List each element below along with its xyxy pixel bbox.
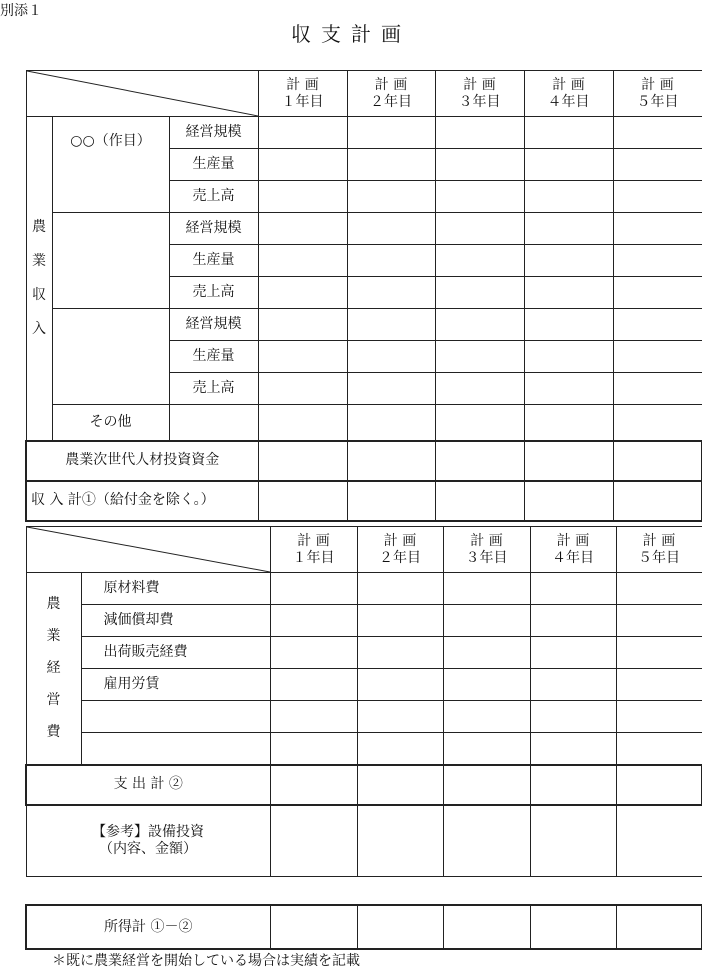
expense-table [25, 526, 702, 877]
col-header-year5: 計 画 ５年目 [616, 527, 702, 573]
expense-total-label: 支 出 計 ② [26, 765, 270, 805]
input-cell[interactable] [357, 605, 443, 637]
input-cell[interactable] [357, 733, 443, 765]
input-cell[interactable] [616, 669, 702, 701]
input-cell[interactable] [616, 637, 702, 669]
input-cell[interactable] [613, 213, 702, 245]
col-header-year5: 計 画 ５年目 [613, 71, 702, 117]
diagonal-header-cell [26, 71, 258, 117]
input-cell[interactable] [270, 765, 357, 805]
col-header-year2: 計 画 ２年目 [347, 71, 435, 117]
input-cell[interactable] [616, 805, 702, 877]
metric-production: 生産量 [169, 341, 258, 373]
metric-sales: 売上高 [169, 277, 258, 309]
input-cell[interactable] [443, 765, 530, 805]
input-cell[interactable] [270, 669, 357, 701]
input-cell[interactable] [258, 245, 347, 277]
input-cell[interactable] [443, 637, 530, 669]
col-header-year3: 計 画 ３年目 [443, 527, 530, 573]
input-cell[interactable] [270, 573, 357, 605]
crop-label: ○○（作目） [52, 117, 169, 213]
income-summary-table [25, 904, 702, 950]
input-cell[interactable] [530, 669, 616, 701]
input-cell[interactable] [270, 905, 357, 949]
input-cell[interactable] [258, 441, 347, 481]
input-cell[interactable] [347, 373, 435, 405]
income-total-label: 収 入 計①（給付金を除く。） [26, 481, 258, 521]
expense-item-materials: 原材料費 [81, 573, 270, 605]
input-cell[interactable] [258, 277, 347, 309]
input-cell[interactable] [443, 733, 530, 765]
input-cell[interactable] [524, 245, 613, 277]
input-cell[interactable] [524, 181, 613, 213]
expense-item-blank[interactable] [81, 701, 270, 733]
diagonal-header-cell [26, 527, 270, 573]
input-cell[interactable] [435, 149, 524, 181]
input-cell[interactable] [435, 277, 524, 309]
reference-capex-label: 【参考】設備投資 （内容、金額） [26, 805, 270, 877]
other-label: その他 [52, 405, 169, 441]
input-cell[interactable] [347, 149, 435, 181]
input-cell[interactable] [270, 605, 357, 637]
input-cell[interactable] [524, 213, 613, 245]
agri-income-group-label: 農 業 収 入 [26, 117, 52, 441]
input-cell[interactable] [258, 481, 347, 521]
input-cell[interactable] [530, 805, 616, 877]
input-cell[interactable] [524, 277, 613, 309]
input-cell[interactable] [258, 149, 347, 181]
attachment-label: 別添１ [0, 3, 42, 19]
input-cell[interactable] [357, 805, 443, 877]
metric-scale: 経営規模 [169, 117, 258, 149]
subsidy-label: 農業次世代人材投資資金 [26, 441, 258, 481]
input-cell[interactable] [258, 405, 347, 441]
input-cell[interactable] [613, 373, 702, 405]
input-cell[interactable] [616, 733, 702, 765]
input-cell[interactable] [347, 341, 435, 373]
input-cell[interactable] [443, 605, 530, 637]
input-cell[interactable] [524, 405, 613, 441]
input-cell[interactable] [524, 309, 613, 341]
input-cell[interactable] [613, 441, 702, 481]
input-cell[interactable] [357, 701, 443, 733]
input-cell[interactable] [357, 637, 443, 669]
input-cell[interactable] [524, 373, 613, 405]
input-cell[interactable] [443, 701, 530, 733]
input-cell[interactable] [443, 573, 530, 605]
input-cell[interactable] [613, 277, 702, 309]
input-cell[interactable] [435, 117, 524, 149]
input-cell[interactable] [357, 765, 443, 805]
metric-scale: 経営規模 [169, 213, 258, 245]
expense-item-blank[interactable] [81, 733, 270, 765]
metric-production: 生産量 [169, 149, 258, 181]
input-cell[interactable] [613, 481, 702, 521]
input-cell[interactable] [524, 441, 613, 481]
agri-expense-group-label: 農 業 経 営 費 [26, 573, 81, 765]
input-cell[interactable] [270, 733, 357, 765]
input-cell[interactable] [357, 905, 443, 949]
input-cell[interactable] [524, 149, 613, 181]
metric-sales: 売上高 [169, 373, 258, 405]
input-cell[interactable] [435, 341, 524, 373]
input-cell[interactable] [530, 765, 616, 805]
income-table [25, 70, 702, 522]
metric-production: 生産量 [169, 245, 258, 277]
input-cell[interactable] [616, 905, 702, 949]
col-header-year1: 計 画 １年目 [270, 527, 357, 573]
input-cell[interactable] [443, 669, 530, 701]
input-cell[interactable] [443, 805, 530, 877]
col-header-year4: 計 画 ４年目 [530, 527, 616, 573]
page-title: 収支計画 [291, 22, 411, 46]
input-cell[interactable] [347, 277, 435, 309]
input-cell[interactable] [524, 481, 613, 521]
input-cell[interactable] [530, 573, 616, 605]
crop-input-cell[interactable] [52, 213, 169, 309]
col-header-year4: 計 画 ４年目 [524, 71, 613, 117]
input-cell[interactable] [616, 765, 702, 805]
input-cell[interactable] [530, 701, 616, 733]
input-cell[interactable] [435, 213, 524, 245]
input-cell[interactable] [258, 117, 347, 149]
input-cell[interactable] [616, 605, 702, 637]
input-cell[interactable] [347, 181, 435, 213]
input-cell[interactable] [530, 605, 616, 637]
input-cell[interactable] [258, 309, 347, 341]
input-cell[interactable] [616, 573, 702, 605]
input-cell[interactable] [347, 245, 435, 277]
input-cell[interactable] [435, 441, 524, 481]
input-cell[interactable] [347, 213, 435, 245]
input-cell[interactable] [347, 481, 435, 521]
input-cell[interactable] [347, 441, 435, 481]
input-cell[interactable] [443, 905, 530, 949]
footnote: ＊既に農業経営を開始している場合は実績を記載 [52, 953, 360, 969]
input-cell[interactable] [435, 405, 524, 441]
input-cell[interactable] [616, 701, 702, 733]
other-input-cell[interactable] [169, 405, 258, 441]
input-cell[interactable] [258, 373, 347, 405]
input-cell[interactable] [530, 733, 616, 765]
input-cell[interactable] [613, 117, 702, 149]
income-summary-label: 所得計 ①－② [26, 905, 270, 949]
input-cell[interactable] [613, 341, 702, 373]
col-header-year2: 計 画 ２年目 [357, 527, 443, 573]
crop-input-cell[interactable] [52, 309, 169, 405]
input-cell[interactable] [613, 405, 702, 441]
col-header-year3: 計 画 ３年目 [435, 71, 524, 117]
input-cell[interactable] [524, 117, 613, 149]
input-cell[interactable] [270, 805, 357, 877]
input-cell[interactable] [258, 341, 347, 373]
input-cell[interactable] [347, 309, 435, 341]
input-cell[interactable] [435, 373, 524, 405]
expense-item-shipping: 出荷販売経費 [81, 637, 270, 669]
input-cell[interactable] [357, 573, 443, 605]
expense-item-labor: 雇用労賃 [81, 669, 270, 701]
input-cell[interactable] [347, 117, 435, 149]
metric-sales: 売上高 [169, 181, 258, 213]
input-cell[interactable] [530, 637, 616, 669]
input-cell[interactable] [347, 405, 435, 441]
input-cell[interactable] [530, 905, 616, 949]
metric-scale: 経営規模 [169, 309, 258, 341]
input-cell[interactable] [613, 245, 702, 277]
input-cell[interactable] [258, 181, 347, 213]
input-cell[interactable] [357, 669, 443, 701]
input-cell[interactable] [435, 309, 524, 341]
expense-item-depreciation: 減価償却費 [81, 605, 270, 637]
input-cell[interactable] [270, 701, 357, 733]
input-cell[interactable] [270, 637, 357, 669]
input-cell[interactable] [613, 181, 702, 213]
input-cell[interactable] [435, 481, 524, 521]
input-cell[interactable] [258, 213, 347, 245]
input-cell[interactable] [435, 181, 524, 213]
input-cell[interactable] [435, 245, 524, 277]
input-cell[interactable] [613, 309, 702, 341]
input-cell[interactable] [613, 149, 702, 181]
col-header-year1: 計 画 １年目 [258, 71, 347, 117]
input-cell[interactable] [524, 341, 613, 373]
